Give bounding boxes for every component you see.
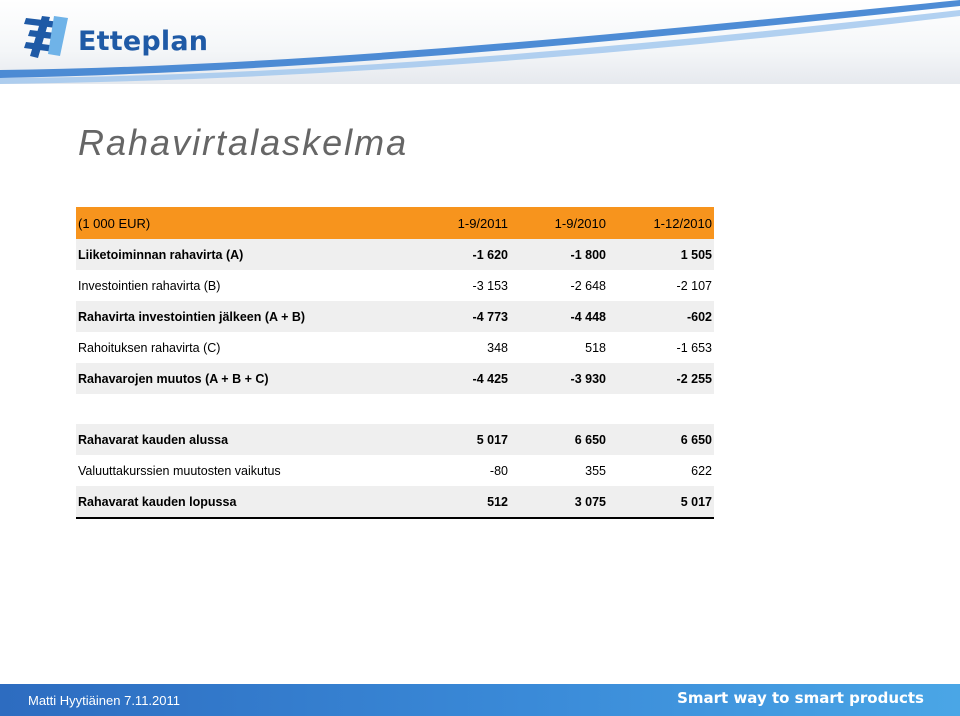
cell-value: -1 800 — [510, 239, 608, 270]
footer-bar — [0, 684, 960, 716]
row-label: Investointien rahavirta (B) — [78, 278, 221, 293]
cell-value: -80 — [489, 463, 508, 478]
cell-value: -3 153 — [472, 278, 508, 293]
cell-value: 1 505 — [608, 239, 714, 270]
cell-value: -1 653 — [676, 340, 712, 355]
cell-value: 6 650 — [510, 424, 608, 455]
cell-value: 5 017 — [608, 486, 714, 518]
table-row — [76, 239, 714, 270]
footer-author-date: Matti Hyytiäinen 7.11.2011 — [28, 693, 180, 708]
table-row — [76, 332, 714, 363]
row-label: Rahavarojen muutos (A + B + C) — [76, 363, 366, 394]
cell-value: 355 — [585, 463, 606, 478]
cell-value: 5 017 — [366, 424, 510, 455]
table-row — [76, 455, 714, 486]
cell-value: -2 255 — [608, 363, 714, 394]
table-row — [76, 424, 714, 455]
cell-value: 348 — [487, 340, 508, 355]
cell-value: 622 — [691, 463, 712, 478]
cell-value: -2 648 — [570, 278, 606, 293]
header-col-1-9-2010: 1-9/2010 — [510, 207, 608, 239]
cell-value: 512 — [366, 486, 510, 518]
row-label: Liiketoiminnan rahavirta (A) — [76, 239, 366, 270]
table-row — [76, 363, 714, 394]
cell-value: 6 650 — [608, 424, 714, 455]
cell-value: 3 075 — [510, 486, 608, 518]
row-label: Rahavirta investointien jälkeen (A + B) — [76, 301, 366, 332]
table-row — [76, 270, 714, 301]
header-band — [0, 0, 960, 84]
logo-mark-icon — [20, 12, 76, 62]
table-row — [76, 486, 714, 518]
cell-value: -4 773 — [366, 301, 510, 332]
row-label: Rahavarat kauden alussa — [76, 424, 366, 455]
cell-value: -4 448 — [510, 301, 608, 332]
logo-wordmark: Etteplan — [78, 26, 209, 57]
cell-value: 518 — [585, 340, 606, 355]
table-row — [76, 301, 714, 332]
row-label: Rahoituksen rahavirta (C) — [78, 340, 221, 355]
cell-value: -1 620 — [366, 239, 510, 270]
footer-slogan: Smart way to smart products — [677, 689, 924, 707]
cell-value: -4 425 — [366, 363, 510, 394]
header-col-1-12-2010: 1-12/2010 — [608, 207, 714, 239]
table-header-row — [76, 207, 714, 239]
cell-value: -3 930 — [510, 363, 608, 394]
page-title: Rahavirtalaskelma — [78, 122, 409, 163]
cell-value: -602 — [608, 301, 714, 332]
row-label: Valuuttakurssien muutosten vaikutus — [78, 463, 281, 478]
row-label: Rahavarat kauden lopussa — [76, 486, 366, 518]
cell-value: -2 107 — [676, 278, 712, 293]
header-unit: (1 000 EUR) — [76, 207, 366, 239]
etteplan-logo — [20, 12, 210, 62]
header-col-1-9-2011: 1-9/2011 — [366, 207, 510, 239]
cash-flow-table — [76, 207, 714, 519]
table-spacer-row — [76, 394, 714, 424]
